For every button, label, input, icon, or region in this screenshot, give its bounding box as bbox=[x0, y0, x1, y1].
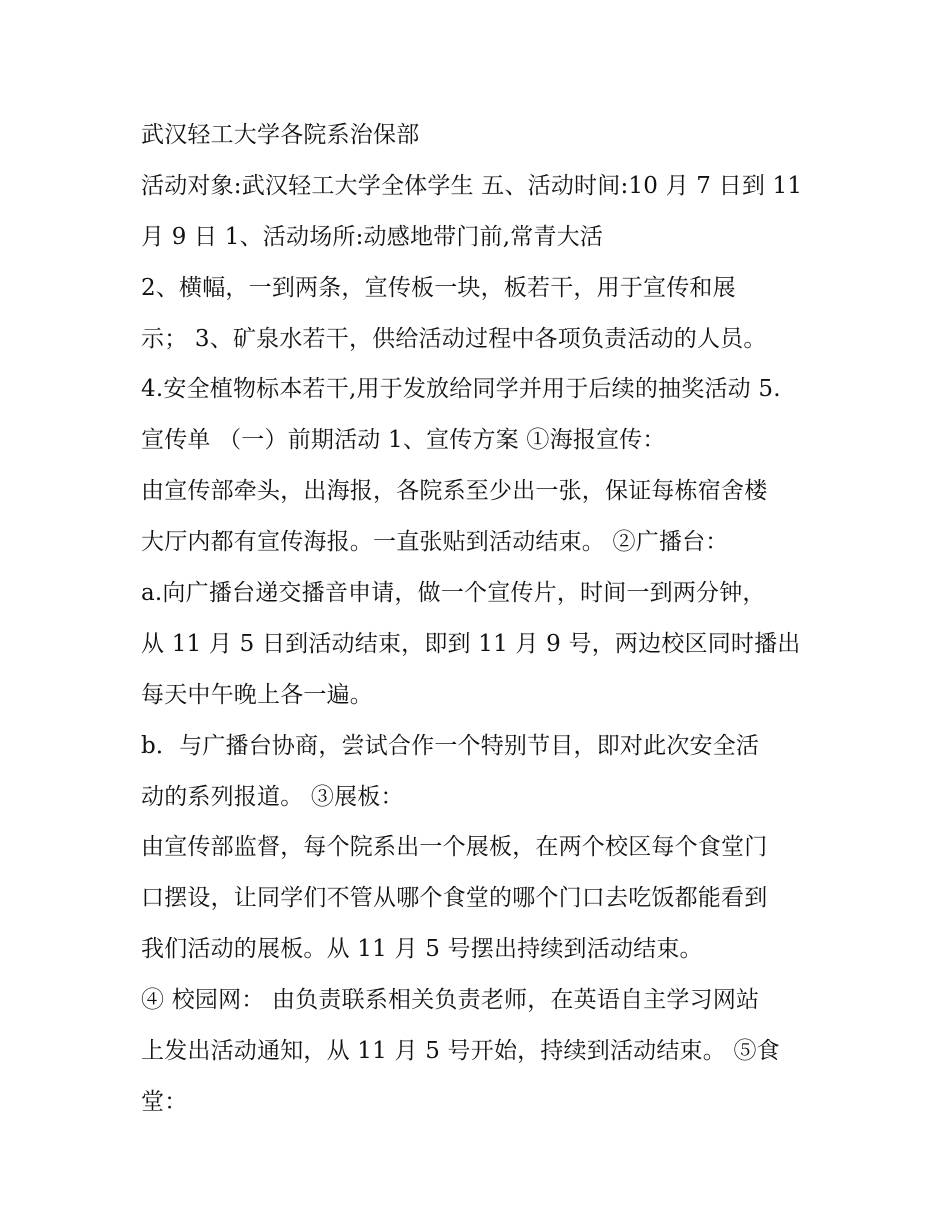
text-line: 活动对象:武汉轻工大学全体学生 五、活动时间:10 月 7 日到 11 bbox=[141, 172, 803, 199]
text-line: 月 9 日 1、活动场所:动感地带门前,常青大活 bbox=[141, 223, 604, 250]
text-line: 从 11 月 5 日到活动结束，即到 11 月 9 号，两边校区同时播出 bbox=[141, 630, 801, 657]
text-line: 2、横幅，一到两条，宣传板一块，板若干，用于宣传和展 bbox=[141, 274, 736, 301]
text-line: 由宣传部监督，每个院系出一个展板，在两个校区每个食堂门 bbox=[141, 834, 768, 861]
text-line: 上发出活动通知，从 11 月 5 号开始，持续到活动结束。 ⑤食 bbox=[141, 1038, 780, 1065]
text-line: ④ 校园网： 由负责联系相关负责老师，在英语自主学习网站 bbox=[141, 987, 760, 1014]
text-line: 堂： bbox=[141, 1088, 188, 1115]
text-line: 由宣传部牵头，出海报，各院系至少出一张，保证每栋宿舍楼 bbox=[141, 478, 768, 505]
text-line: b．与广播台协商，尝试合作一个特别节目，即对此次安全活 bbox=[141, 732, 760, 759]
text-line: 示； 3、矿泉水若干，供给活动过程中各项负责活动的人员。 bbox=[141, 325, 767, 352]
text-line: a.向广播台递交播音申请，做一个宣传片，时间一到两分钟， bbox=[141, 580, 766, 607]
text-line: 口摆设，让同学们不管从哪个食堂的哪个门口去吃饭都能看到 bbox=[141, 885, 768, 912]
text-line: 我们活动的展板。从 11 月 5 号摆出持续到活动结束。 bbox=[141, 936, 703, 963]
text-line: 4.安全植物标本若干,用于发放给同学并用于后续的抽奖活动 5. bbox=[141, 376, 781, 403]
document-body bbox=[141, 110, 821, 1128]
text-line: 每天中午晚上各一遍。 bbox=[141, 681, 373, 708]
text-line: 大厅内都有宣传海报。一直张贴到活动结束。 ②广播台： bbox=[141, 529, 729, 556]
text-line: 宣传单 （一）前期活动 1、宣传方案 ①海报宣传： bbox=[141, 427, 666, 454]
text-line: 动的系列报道。 ③展板： bbox=[141, 783, 404, 810]
text-line: 武汉轻工大学各院系治保部 bbox=[141, 122, 420, 148]
